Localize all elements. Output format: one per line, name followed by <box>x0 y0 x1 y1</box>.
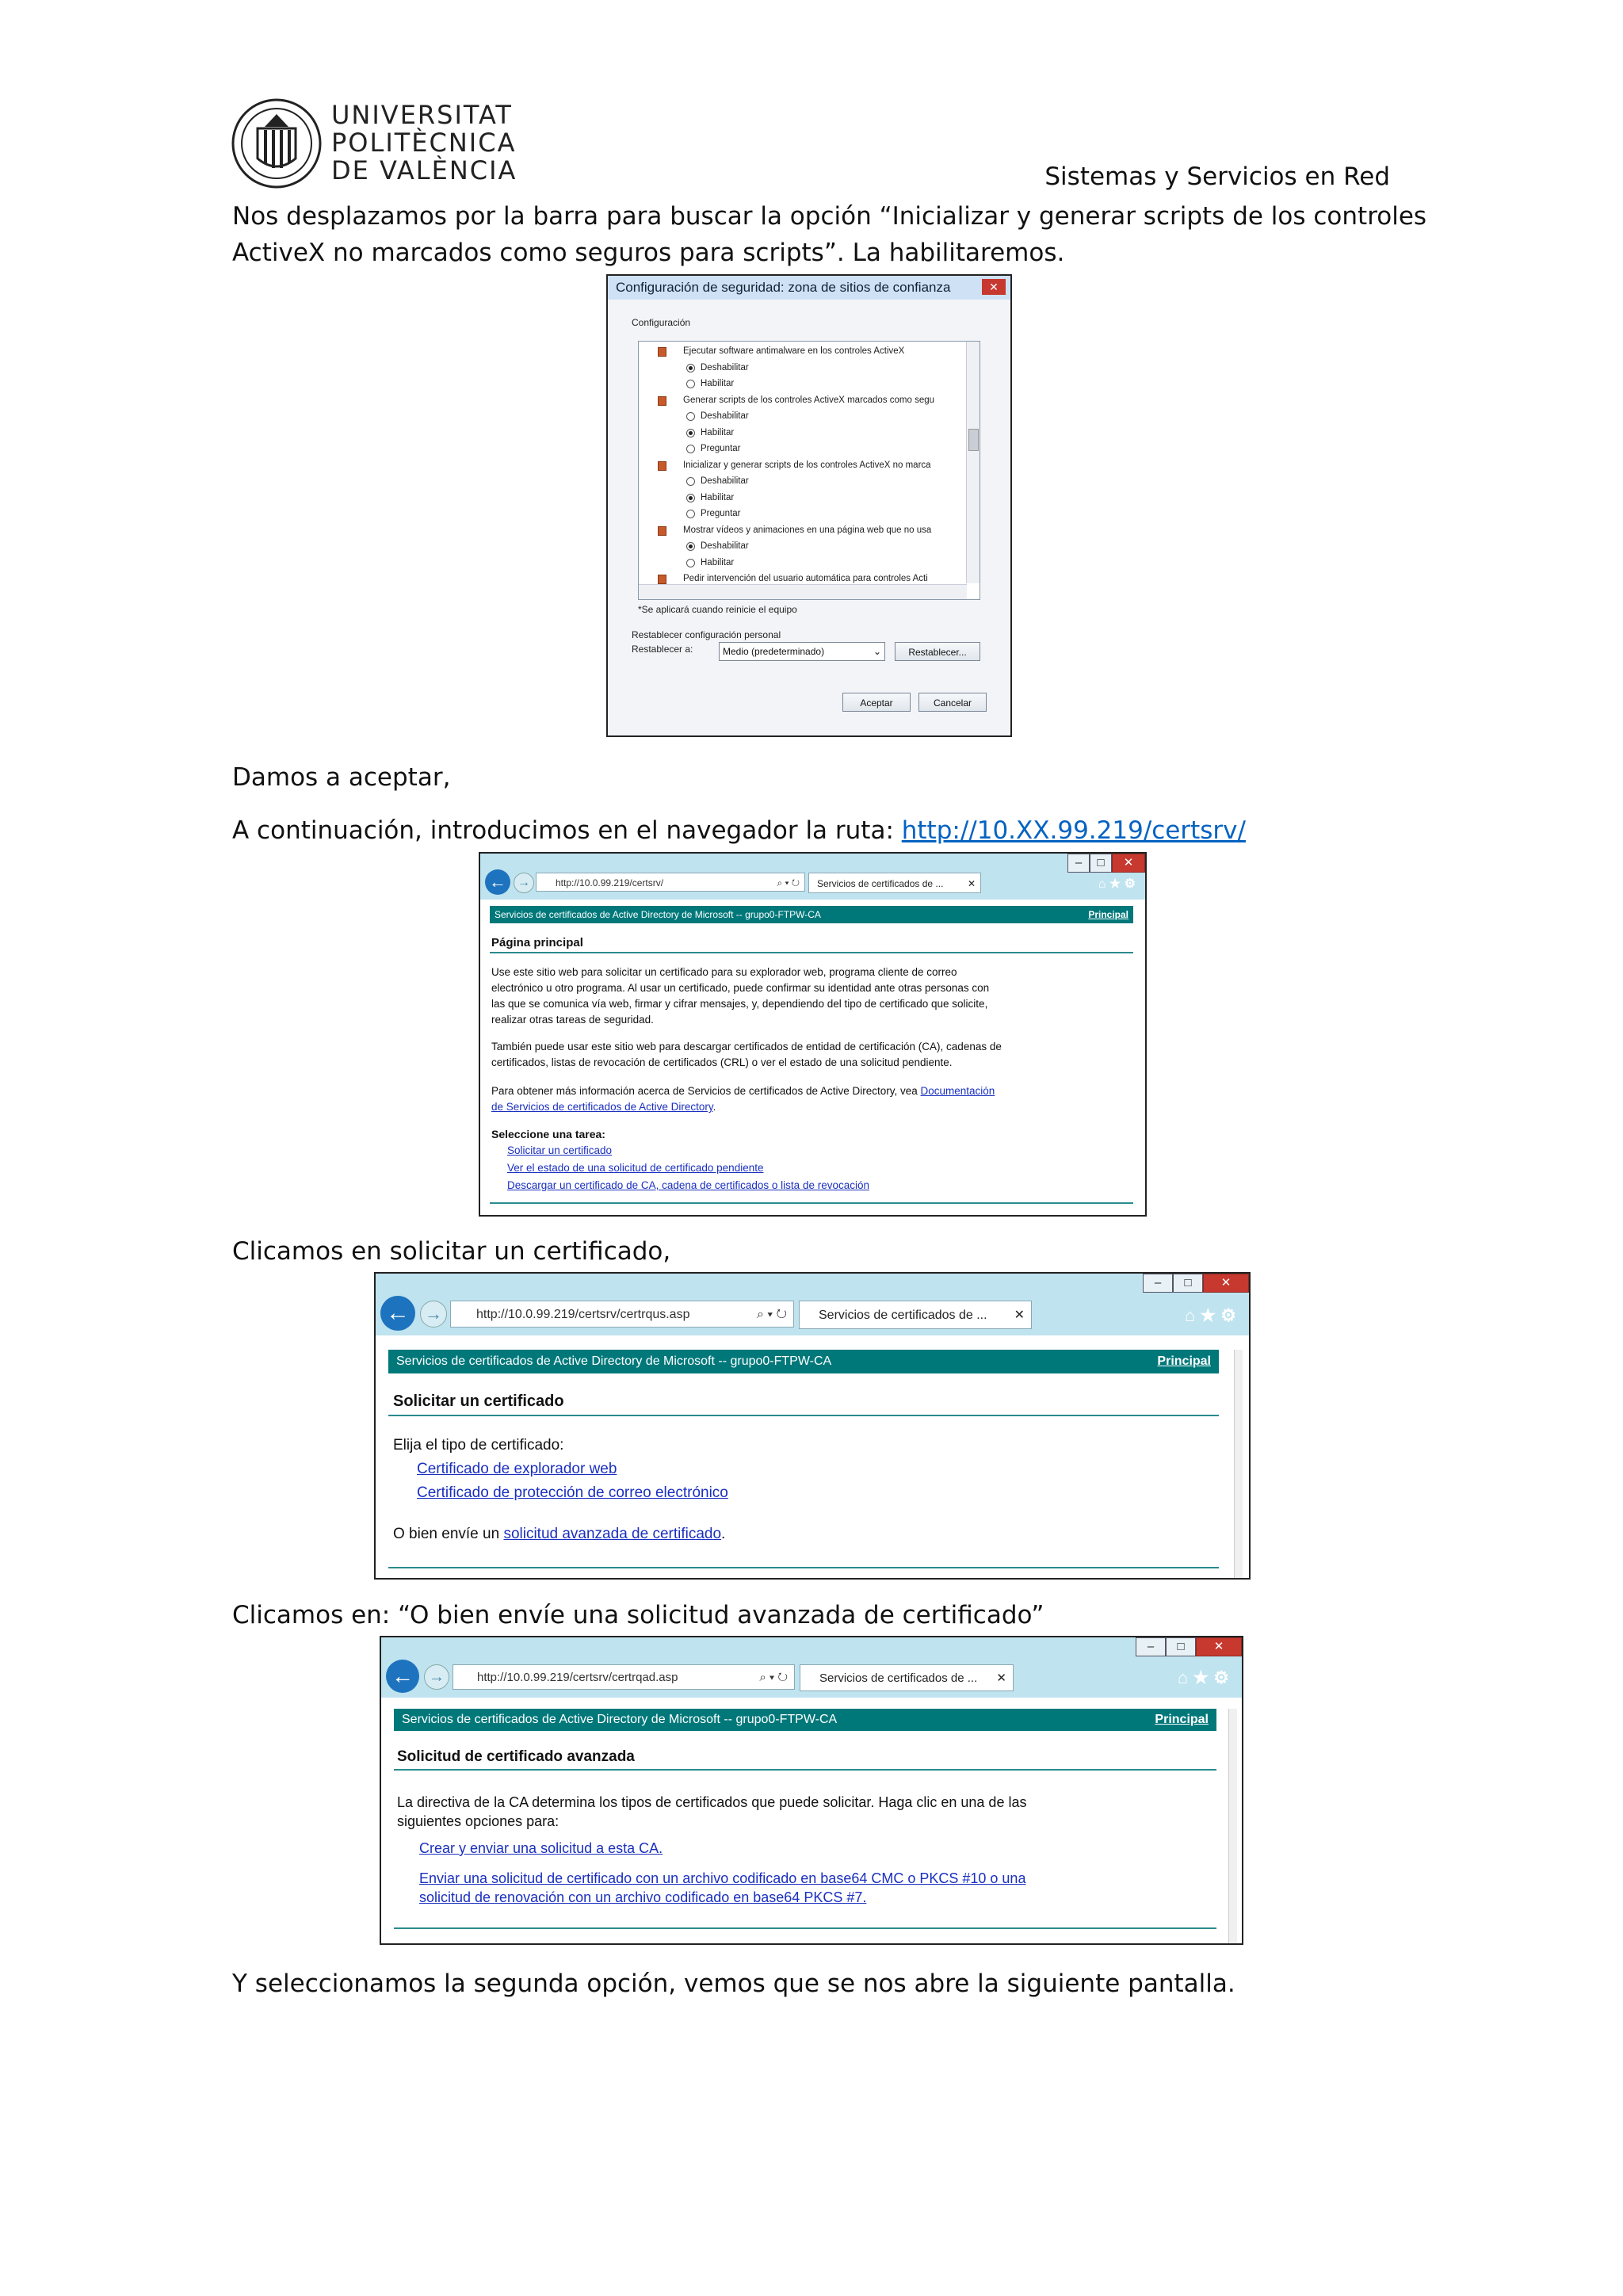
forward-icon[interactable]: → <box>424 1664 449 1690</box>
university-logo <box>230 97 523 190</box>
home-icon[interactable]: ⌂ <box>1177 1668 1189 1687</box>
task-heading: Seleccione una tarea: <box>491 1128 605 1140</box>
seal-icon <box>230 97 323 190</box>
reset-level-select[interactable] <box>719 642 885 661</box>
docs-text: Para obtener más información acerca de Servicios de certificados de Active Directory, vea <box>491 1085 921 1097</box>
web-browser-certificate-link[interactable]: Certificado de explorador web <box>417 1461 617 1477</box>
setting-option-radio[interactable] <box>688 476 749 486</box>
documentation-link-cont[interactable]: de Servicios de certificados de Active Directory <box>491 1101 713 1113</box>
paragraph-3 <box>232 812 1246 849</box>
setting-label: Habilitar <box>701 379 735 388</box>
setting-option-radio[interactable] <box>688 509 741 518</box>
paragraph-3-text: A continuación, introducimos en el navegador la ruta: <box>232 816 902 845</box>
tab-title: Servicios de certificados de ... <box>817 878 944 889</box>
setting-label: Preguntar <box>701 509 741 518</box>
setting-option-radio[interactable] <box>688 541 749 551</box>
radio-icon[interactable] <box>686 380 695 388</box>
radio-icon[interactable] <box>686 477 695 486</box>
activex-setting-icon <box>658 526 666 536</box>
base64-request-link-cont[interactable]: solicitud de renovación con un archivo codificado en base64 PKCS #7. <box>419 1889 867 1905</box>
download-line: certificados, listas de revocación de certificados (CRL) o ver el estado de una solicitud pendiente. <box>491 1056 953 1068</box>
setting-option-radio[interactable] <box>688 428 734 437</box>
documentation-link[interactable]: Documentación <box>920 1085 995 1097</box>
activex-setting-icon <box>658 461 666 471</box>
settings-group-label: Configuración <box>632 317 691 328</box>
favorites-icon[interactable]: ★ <box>1109 877 1121 891</box>
home-icon[interactable]: ⌂ <box>1098 877 1106 891</box>
setting-option-radio[interactable] <box>688 363 749 372</box>
restart-note: *Se aplicará cuando reinicie el equipo <box>638 604 797 615</box>
setting-option-radio[interactable] <box>688 379 734 388</box>
setting-label: Mostrar vídeos y animaciones en una página web que no usa <box>683 525 932 535</box>
principal-link[interactable]: Principal <box>1155 1713 1209 1726</box>
window-controls <box>1067 854 1145 873</box>
logo-line-3: DE VALÈNCIA <box>331 155 517 185</box>
setting-item <box>670 525 931 535</box>
docs-paragraph <box>491 1083 995 1115</box>
setting-label: Deshabilitar <box>701 411 749 421</box>
radio-icon[interactable] <box>686 445 695 453</box>
radio-icon[interactable] <box>686 559 695 567</box>
tab-close-icon[interactable]: ✕ <box>1014 1308 1025 1322</box>
toolbar-icons <box>1098 876 1136 892</box>
setting-option-radio[interactable] <box>688 493 734 502</box>
forward-icon[interactable]: → <box>420 1301 447 1328</box>
activex-setting-icon <box>658 575 666 584</box>
setting-item <box>670 346 904 356</box>
logo-line-1: UNIVERSITAT <box>331 100 513 130</box>
policy-intro-line: La directiva de la CA determina los tipos de certificados que puede solicitar. Haga clic en una de las <box>397 1794 1027 1810</box>
back-icon[interactable]: ← <box>386 1660 419 1693</box>
heading-divider <box>394 1769 1216 1771</box>
close-icon[interactable]: ✕ <box>982 279 1006 295</box>
cancel-button[interactable]: Cancelar <box>918 693 987 712</box>
banner-title: Servicios de certificados de Active Directory de Microsoft -- grupo0-FTPW-CA <box>396 1354 832 1368</box>
intro-paragraph <box>491 965 989 1028</box>
forward-icon[interactable]: → <box>514 873 534 893</box>
maximize-icon[interactable]: □ <box>1166 1637 1196 1656</box>
paragraph-6: Y seleccionamos la segunda opción, vemos que se nos abre la siguiente pantalla. <box>232 1969 1235 1998</box>
setting-option-radio[interactable] <box>688 558 734 567</box>
minimize-icon[interactable]: – <box>1136 1637 1166 1656</box>
setting-label: Deshabilitar <box>701 476 749 486</box>
page-heading: Solicitar un certificado <box>393 1392 564 1410</box>
minimize-icon[interactable]: – <box>1067 854 1090 873</box>
browser-tab[interactable] <box>800 1664 1014 1691</box>
favorites-icon[interactable]: ★ <box>1193 1668 1209 1687</box>
radio-icon[interactable] <box>686 542 695 551</box>
paragraph-1 <box>232 198 1426 271</box>
maximize-icon[interactable]: □ <box>1173 1274 1203 1293</box>
setting-option-radio[interactable] <box>688 411 749 421</box>
scroll-thumb[interactable] <box>968 429 979 451</box>
setting-label: Generar scripts de los controles ActiveX marcados como segu <box>683 395 935 405</box>
security-settings-dialog <box>606 274 1012 737</box>
dialog-title-bar <box>608 276 1010 300</box>
page-heading: Solicitud de certificado avanzada <box>397 1748 635 1765</box>
page-heading: Página principal <box>491 936 583 949</box>
search-icon[interactable]: ⌕ ▾ ↻ <box>756 1308 787 1321</box>
setting-label: Habilitar <box>701 427 735 437</box>
footer-divider <box>394 1927 1216 1929</box>
reset-level-value: Medio (predeterminado) <box>723 646 825 657</box>
page-scrollbar[interactable] <box>1228 1709 1237 1943</box>
activex-setting-icon <box>658 396 666 406</box>
advanced-request-link[interactable]: solicitud avanzada de certificado <box>503 1526 722 1542</box>
principal-link[interactable]: Principal <box>1157 1354 1211 1368</box>
browser-toolbar <box>376 1274 1249 1335</box>
task-download-ca[interactable]: Descargar un certificado de CA, cadena de certificados o lista de revocación <box>507 1179 869 1191</box>
heading-divider <box>490 952 1133 953</box>
page-banner <box>388 1350 1219 1373</box>
window-controls <box>1143 1274 1249 1293</box>
vertical-scrollbar[interactable] <box>966 342 980 583</box>
paragraph-1-line-1: Nos desplazamos por la barra para buscar la opción “Inicializar y generar scripts de los controles <box>232 202 1427 231</box>
paragraph-2: Damos a aceptar, <box>232 763 451 792</box>
setting-item <box>670 395 934 405</box>
reset-group-label: Restablecer configuración personal <box>632 629 781 640</box>
advanced-request-text: O bien envíe un <box>393 1526 504 1542</box>
policy-intro-line: siguientes opciones para: <box>397 1813 559 1829</box>
ok-button[interactable]: Aceptar <box>842 693 911 712</box>
tab-title: Servicios de certificados de ... <box>819 1671 978 1685</box>
radio-icon[interactable] <box>686 510 695 518</box>
browser-screenshot-request <box>374 1272 1251 1580</box>
reset-label: Restablecer a: <box>632 644 693 655</box>
paragraph-4: Clicamos en solicitar un certificado, <box>232 1237 671 1266</box>
browser-toolbar <box>381 1637 1242 1698</box>
base64-request-link-block <box>419 1869 1025 1907</box>
setting-option-radio[interactable] <box>688 444 741 453</box>
horizontal-scrollbar[interactable] <box>639 584 967 599</box>
address-url: http://10.0.99.219/certsrv/ <box>556 877 664 888</box>
gear-icon[interactable]: ⚙ <box>1220 1305 1236 1325</box>
policy-intro <box>397 1793 1026 1831</box>
logo-line-2: POLITÈCNICA <box>331 128 517 158</box>
address-bar[interactable] <box>453 1664 795 1690</box>
radio-icon[interactable] <box>686 412 695 421</box>
docs-suffix: . <box>712 1101 716 1113</box>
favorites-icon[interactable]: ★ <box>1200 1305 1216 1325</box>
principal-link[interactable]: Principal <box>1088 909 1128 920</box>
gear-icon[interactable]: ⚙ <box>1124 877 1136 891</box>
tab-close-icon[interactable]: ✕ <box>967 878 976 889</box>
banner-title: Servicios de certificados de Active Directory de Microsoft -- grupo0-FTPW-CA <box>402 1713 838 1726</box>
dialog-title: Configuración de seguridad: zona de sitios de confianza <box>616 280 951 295</box>
setting-item <box>670 460 931 470</box>
email-protection-certificate-link[interactable]: Certificado de protección de correo electrónico <box>417 1484 728 1501</box>
setting-label: Preguntar <box>701 444 741 453</box>
address-url: http://10.0.99.219/certsrv/certrqus.asp <box>476 1308 690 1321</box>
activex-setting-icon <box>658 347 666 357</box>
heading-divider <box>388 1415 1219 1416</box>
browser-tab[interactable] <box>799 1301 1032 1329</box>
tab-close-icon[interactable]: ✕ <box>996 1671 1006 1685</box>
advanced-request-line <box>393 1526 725 1543</box>
window-controls <box>1136 1637 1242 1656</box>
banner-title: Servicios de certificados de Active Directory de Microsoft -- grupo0-FTPW-CA <box>495 909 821 920</box>
back-icon[interactable]: ← <box>380 1296 415 1331</box>
intro-line: Use este sitio web para solicitar un certificado para su explorador web, programa cliente de correo <box>491 966 957 978</box>
intro-line: realizar otras tareas de seguridad. <box>491 1014 654 1026</box>
intro-line: electrónico u otro programa. Al usar un certificado, puede confirmar su identidad ante otras personas con <box>491 982 990 994</box>
setting-label: Deshabilitar <box>701 541 749 551</box>
setting-label: Pedir intervención del usuario automática para controles Acti <box>683 574 928 583</box>
browser-screenshot-home <box>479 852 1147 1217</box>
task-view-pending[interactable]: Ver el estado de una solicitud de certificado pendiente <box>507 1162 764 1174</box>
close-icon[interactable]: ✕ <box>1196 1637 1242 1656</box>
chevron-down-icon: ⌄ <box>873 646 881 657</box>
setting-label: Ejecutar software antimalware en los controles ActiveX <box>683 346 905 356</box>
base64-request-link[interactable]: Enviar una solicitud de certificado con un archivo codificado en base64 CMC o PKCS #10 o una <box>419 1870 1026 1886</box>
address-bar[interactable] <box>450 1301 794 1328</box>
search-icon[interactable]: ⌕ ▾ ↻ <box>777 877 800 888</box>
task-list <box>507 1142 869 1194</box>
setting-item <box>670 574 928 583</box>
setting-label: Inicializar y generar scripts de los controles ActiveX no marca <box>683 460 931 470</box>
tab-title: Servicios de certificados de ... <box>819 1308 987 1322</box>
back-icon[interactable]: ← <box>485 869 510 895</box>
page-scrollbar[interactable] <box>1234 1350 1243 1580</box>
radio-icon[interactable] <box>686 494 695 502</box>
close-icon[interactable]: ✕ <box>1203 1274 1249 1293</box>
download-paragraph <box>491 1039 1002 1071</box>
browser-toolbar <box>480 854 1145 900</box>
certsrv-url-link[interactable]: http://10.XX.99.219/certsrv/ <box>901 816 1246 845</box>
page-banner <box>394 1709 1216 1731</box>
reset-button[interactable]: Restablecer... <box>895 642 980 661</box>
browser-screenshot-advanced <box>380 1636 1243 1945</box>
download-line: También puede usar este sitio web para descargar certificados de entidad de certificación (CA), cadenas de <box>491 1041 1002 1052</box>
search-icon[interactable]: ⌕ ▾ ↻ <box>759 1671 788 1684</box>
advanced-request-suffix: . <box>721 1526 726 1542</box>
header-subject: Sistemas y Servicios en Red <box>1044 162 1390 191</box>
footer-divider <box>490 1202 1133 1204</box>
minimize-icon[interactable]: – <box>1143 1274 1173 1293</box>
page-banner <box>490 906 1133 923</box>
setting-label: Deshabilitar <box>701 362 749 372</box>
radio-icon[interactable] <box>686 429 695 437</box>
maximize-icon[interactable]: □ <box>1090 854 1112 873</box>
intro-line: las que se comunica vía web, firmar y cifrar mensajes, y, dependiendo del tipo de certificado que solicite, <box>491 998 988 1010</box>
gear-icon[interactable]: ⚙ <box>1213 1668 1229 1687</box>
browser-tab[interactable] <box>808 873 981 893</box>
address-url: http://10.0.99.219/certsrv/certrqad.asp <box>477 1671 678 1684</box>
paragraph-5: Clicamos en: “O bien envíe una solicitud avanzada de certificado” <box>232 1601 1044 1629</box>
settings-listbox[interactable] <box>638 341 980 600</box>
dialog-body <box>608 300 1010 735</box>
setting-label: Habilitar <box>701 557 735 567</box>
radio-icon[interactable] <box>686 364 695 372</box>
toolbar-icons <box>1178 1668 1229 1688</box>
toolbar-icons <box>1185 1305 1236 1326</box>
home-icon[interactable]: ⌂ <box>1184 1305 1196 1325</box>
address-bar[interactable] <box>536 873 805 892</box>
close-icon[interactable]: ✕ <box>1112 854 1145 873</box>
create-submit-request-link[interactable]: Crear y enviar una solicitud a esta CA. <box>419 1840 663 1856</box>
paragraph-1-line-2: ActiveX no marcados como seguros para scripts”. La habilitaremos. <box>232 239 1065 267</box>
footer-divider <box>388 1567 1219 1568</box>
certificate-type-intro: Elija el tipo de certificado: <box>393 1437 564 1454</box>
task-request-certificate[interactable]: Solicitar un certificado <box>507 1144 613 1156</box>
setting-label: Habilitar <box>701 492 735 502</box>
